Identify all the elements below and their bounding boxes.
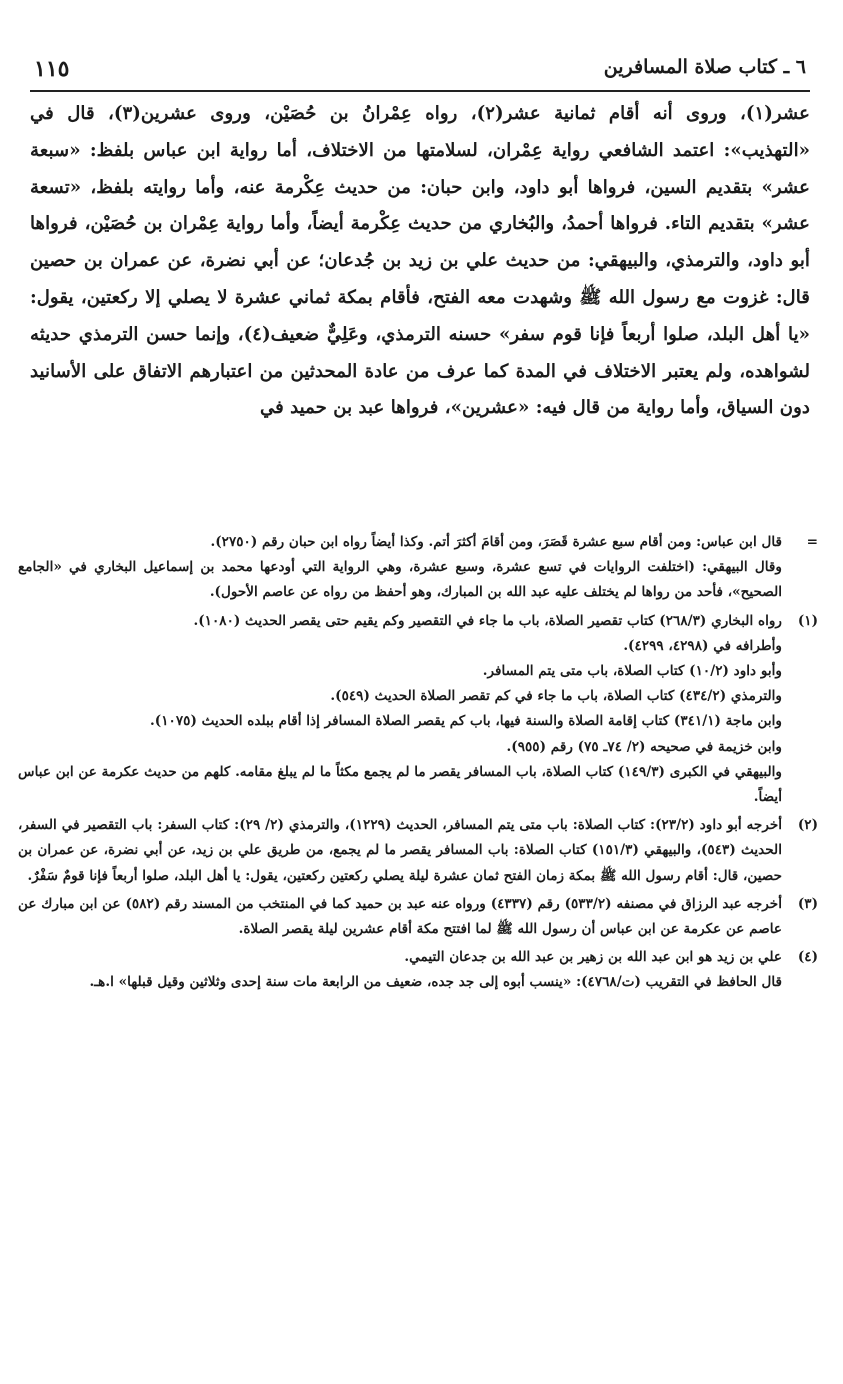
footnote-marker: (٣) — [797, 895, 818, 912]
footnote-marker: (١) — [797, 612, 818, 629]
footnote-paragraph: وأبو داود (١٠/٢) كتاب الصلاة، باب متى يتم المسافر. — [482, 663, 782, 680]
footnote-paragraph: قال الحافظ في التقريب (ت/٤٧٦٨): «ينسب أبوه إلى جد جده، ضعيف من الرابعة مات سنة إحدى وثلاثين وقيل قبلها» ا.هـ. — [89, 974, 782, 991]
main-paragraph: عشر(١)، وروى أنه أقام ثمانية عشر(٢)، رواه عِمْرانُ بن حُصَيْن، وروى عشرين(٣)، قال في «التهذيب»: اعتمد الشافعي رواية عِمْران، لسلامتها من الاختلاف، أما رواية ابن عباس بلفظ: «سبعة عشر» بتقديم السين، فرواها أبو داود، وابن حبان: من حديث عِكْرمة عنه، وأما روايته بلفظ، «تسعة عشر» بتقديم التاء. فرواها أحمدُ، والبُخاري من حديث عِكْرمة أيضاً، وأما رواية عِمْران بن حُصَيْن، فرواها أبو داود، والترمذي، والبيهقي: من حديث علي بن زيد بن جُدعان؛ عن أبي نضرة، عن عمران بن حصين قال: غزوت مع رسول الله ﷺ وشهدت معه الفتح، فأقام بمكة ثماني عشرة لا يصلي إلا ركعتين، يقول: «يا أهل البلد، صلوا أربعاً فإنا قوم سفر» حسنه الترمذي، وعَلِيٌّ ضعيف(٤)، وإنما حسن الترمذي حديثه لشواهده، ولم يعتبر الاختلاف في المدة كما عرف من عادة المحدثين من اعتبارهم الاتفاق على الأسانيد دون السياق، وأما رواية من قال فيه: «عشرين»، فرواها عبد بن حميد في — [30, 103, 810, 419]
footnotes — [18, 530, 818, 999]
page-number: ١١٥ — [34, 56, 70, 82]
footnote-4 — [18, 945, 818, 995]
footnote-paragraph: والترمذي (٤٣٤/٢) كتاب الصلاة، باب ما جاء في كم تقصر الصلاة الحديث (٥٤٩). — [330, 688, 782, 705]
footnote-marker: = — [806, 534, 818, 550]
footnote-paragraph: وابن خزيمة في صحيحه (٢/ ٧٤ـ ٧٥) رقم (٩٥٥). — [506, 738, 782, 755]
footnote-paragraph: وابن ماجة (٣٤١/١) كتاب إقامة الصلاة والسنة فيها، باب كم يقصر الصلاة المسافر إذا أقام ببلده الحديث (١٠٧٥). — [150, 713, 782, 730]
chapter-title: ٦ ـ كتاب صلاة المسافرين — [603, 56, 806, 78]
footnote-marker: (٢) — [797, 817, 818, 834]
footnote-1 — [18, 609, 818, 811]
footnote-paragraph: وقال البيهقي: (اختلفت الروايات في تسع عشرة، وسبع عشرة، وهي الرواية التي أودعها محمد بن إسماعيل البخاري في «الجامع الصحيح»، فأحد من رواها لم يختلف عليه عبد الله بن المبارك، وهو أحفظ من رواه عن عاصم الأحول). — [18, 559, 782, 601]
running-header — [30, 50, 810, 92]
footnote-paragraph: قال ابن عباس: ومن أقام سبع عشرة قَصَرَ، ومن أقامَ أكثرَ أتم. وكذا أيضاً رواه ابن حبان رقم (٢٧٥٠). — [210, 534, 782, 550]
footnote-paragraph: وأطرافه في (٤٢٩٨، ٤٢٩٩). — [623, 637, 782, 654]
footnote-paragraph: والبيهقي في الكبرى (١٤٩/٣) كتاب الصلاة، باب المسافر يقصر ما لم يجمع مكثاً ما لم يبلغ مقامه. كلهم من حديث عكرمة عن ابن عباس أيضاً. — [18, 763, 782, 806]
main-text — [30, 96, 810, 427]
footnote-3 — [18, 892, 818, 942]
footnote-paragraph: رواه البخاري (٢٦٨/٣) كتاب تقصير الصلاة، باب ما جاء في التقصير وكم يقيم حتى يقصر الحديث (١٠٨٠). — [193, 612, 782, 629]
footnote-paragraph: أخرجه عبد الرزاق في مصنفه (٥٣٣/٢) رقم (٤٣٣٧) ورواه عنه عبد بن حميد كما في المنتخب من المسند رقم (٥٨٢) عن ابن مبارك عن عاصم عن عكرمة عن ابن عباس أن رسول الله ﷺ لما افتتح مكة أقام عشرين ليلة يقصر الصلاة. — [18, 895, 782, 938]
footnote-paragraph: علي بن زيد هو ابن عبد الله بن زهير بن عبد الله بن جدعان التيمي. — [404, 949, 782, 966]
footnote-continuation — [18, 530, 818, 606]
footnote-marker: (٤) — [797, 949, 818, 966]
footnote-paragraph: أخرجه أبو داود (٢٣/٢): كتاب الصلاة: باب متى يتم المسافر، الحديث (١٢٢٩)، والترمذي (٢/ ٢٩): كتاب السفر: باب التقصير في السفر، الحديث (٥٤٣)، والبيهقي (١٥١/٣) كتاب الصلاة: باب المسافر يقصر ما لم يجمع، من طريق علي بن زيد، عن أبي نضرة، عن عمران بن حصين، قال: أقام رسول الله ﷺ بمكة زمان الفتح ثمان عشرة ليلة يصلي ركعتين ركعتين، يقول: يا أهل البلد، صلوا أربعاً فإنا قومٌ سَفْرٌ. — [18, 817, 783, 884]
footnote-2 — [18, 813, 818, 889]
